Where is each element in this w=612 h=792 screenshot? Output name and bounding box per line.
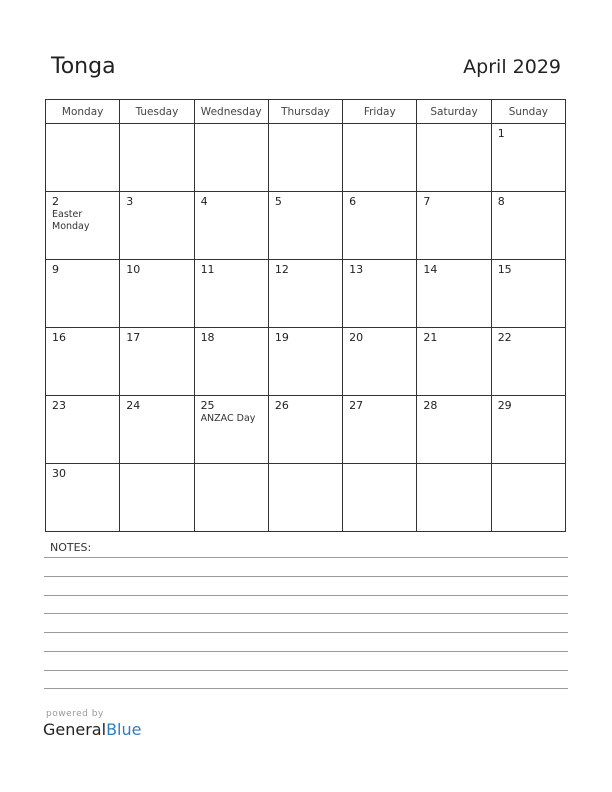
calendar-day-cell [194,260,268,328]
brand-logo[interactable] [43,720,141,739]
calendar-day-cell [417,192,491,260]
day-number: 12 [274,263,289,276]
day-number: 13 [349,263,364,276]
day-number: 23 [52,399,66,412]
calendar-day-cell [491,260,565,328]
day-number: 29 [497,399,512,412]
day-number: 7 [423,195,431,208]
calendar-week-row [46,260,566,328]
calendar-day-cell [268,124,342,192]
calendar-day-cell [491,124,565,192]
calendar-day-cell [417,260,491,328]
weekday-header: Tuesday [120,100,194,124]
day-number: 21 [423,331,438,344]
note-line [44,670,568,671]
day-number: 11 [200,263,215,276]
day-number: 28 [423,399,438,412]
note-line [44,557,568,558]
weekday-header: Thursday [268,100,342,124]
calendar-week-row [46,124,566,192]
day-number: 19 [274,331,289,344]
day-number: 1 [497,127,505,140]
calendar-day-cell [491,464,565,532]
calendar-day-cell [46,464,120,532]
calendar-day-cell [46,124,120,192]
calendar-day-cell [417,464,491,532]
day-number: 5 [274,195,282,208]
calendar-week-row [46,192,566,260]
calendar-day-cell [268,192,342,260]
month-year-title: April 2029 [463,56,561,78]
note-line [44,576,568,577]
calendar-week-row [46,464,566,532]
day-number: 16 [52,331,66,344]
calendar-day-cell [194,192,268,260]
calendar-grid [45,99,566,532]
note-line [44,632,568,633]
calendar-day-cell [194,124,268,192]
day-number: 20 [349,331,364,344]
calendar-day-cell [417,328,491,396]
notes-label: NOTES: [50,541,92,554]
note-line [44,688,568,689]
day-number: 10 [126,263,141,276]
calendar-day-cell [46,328,120,396]
day-number: 27 [349,399,364,412]
calendar-day-cell [343,464,417,532]
calendar-day-cell [120,328,194,396]
calendar-day-cell [194,464,268,532]
day-number: 22 [497,331,512,344]
note-line [44,613,568,614]
weekday-header: Monday [46,100,120,124]
calendar-day-cell [268,464,342,532]
calendar-day-cell [46,396,120,464]
calendar-day-cell [268,260,342,328]
brand-blue-text: Blue [106,720,142,739]
calendar-day-cell [343,260,417,328]
calendar-day-cell [46,260,120,328]
note-line [44,595,568,596]
day-number: 26 [274,399,289,412]
day-number: 30 [52,467,66,480]
day-number: 2 [52,195,59,208]
calendar-day-cell [491,396,565,464]
day-number: 8 [497,195,505,208]
calendar-day-cell [120,396,194,464]
powered-by-text: powered by [46,709,104,719]
calendar-day-cell [343,192,417,260]
calendar-day-cell [268,396,342,464]
calendar-day-cell [46,192,120,260]
calendar-day-cell [491,328,565,396]
calendar-day-cell [194,328,268,396]
day-number: 24 [126,399,141,412]
day-number: 14 [423,263,438,276]
day-number: 9 [52,263,59,276]
calendar-day-cell [417,396,491,464]
holiday-label: ANZAC Day [200,413,256,424]
day-number: 6 [349,195,357,208]
calendar-day-cell [343,396,417,464]
day-number: 4 [200,195,208,208]
weekday-header: Wednesday [194,100,268,124]
calendar-week-row [46,396,566,464]
calendar-day-cell [120,192,194,260]
weekday-header: Saturday [417,100,491,124]
day-number: 17 [126,331,141,344]
day-number: 15 [497,263,512,276]
calendar-day-cell [120,260,194,328]
calendar-day-cell [120,464,194,532]
calendar-day-cell [417,124,491,192]
calendar-day-cell [491,192,565,260]
holiday-label: Easter Monday [52,209,90,232]
country-title: Tonga [51,54,116,79]
day-number: 3 [126,195,134,208]
calendar-day-cell [343,124,417,192]
weekday-header: Sunday [491,100,565,124]
calendar-day-cell [343,328,417,396]
calendar-day-cell [120,124,194,192]
note-line [44,651,568,652]
calendar-day-cell [268,328,342,396]
weekday-header: Friday [343,100,417,124]
day-number: 25 [200,399,215,412]
calendar-day-cell [194,396,268,464]
weekday-header-row [46,100,566,124]
calendar-week-row [46,328,566,396]
day-number: 18 [200,331,215,344]
brand-general-text: General [43,720,107,739]
